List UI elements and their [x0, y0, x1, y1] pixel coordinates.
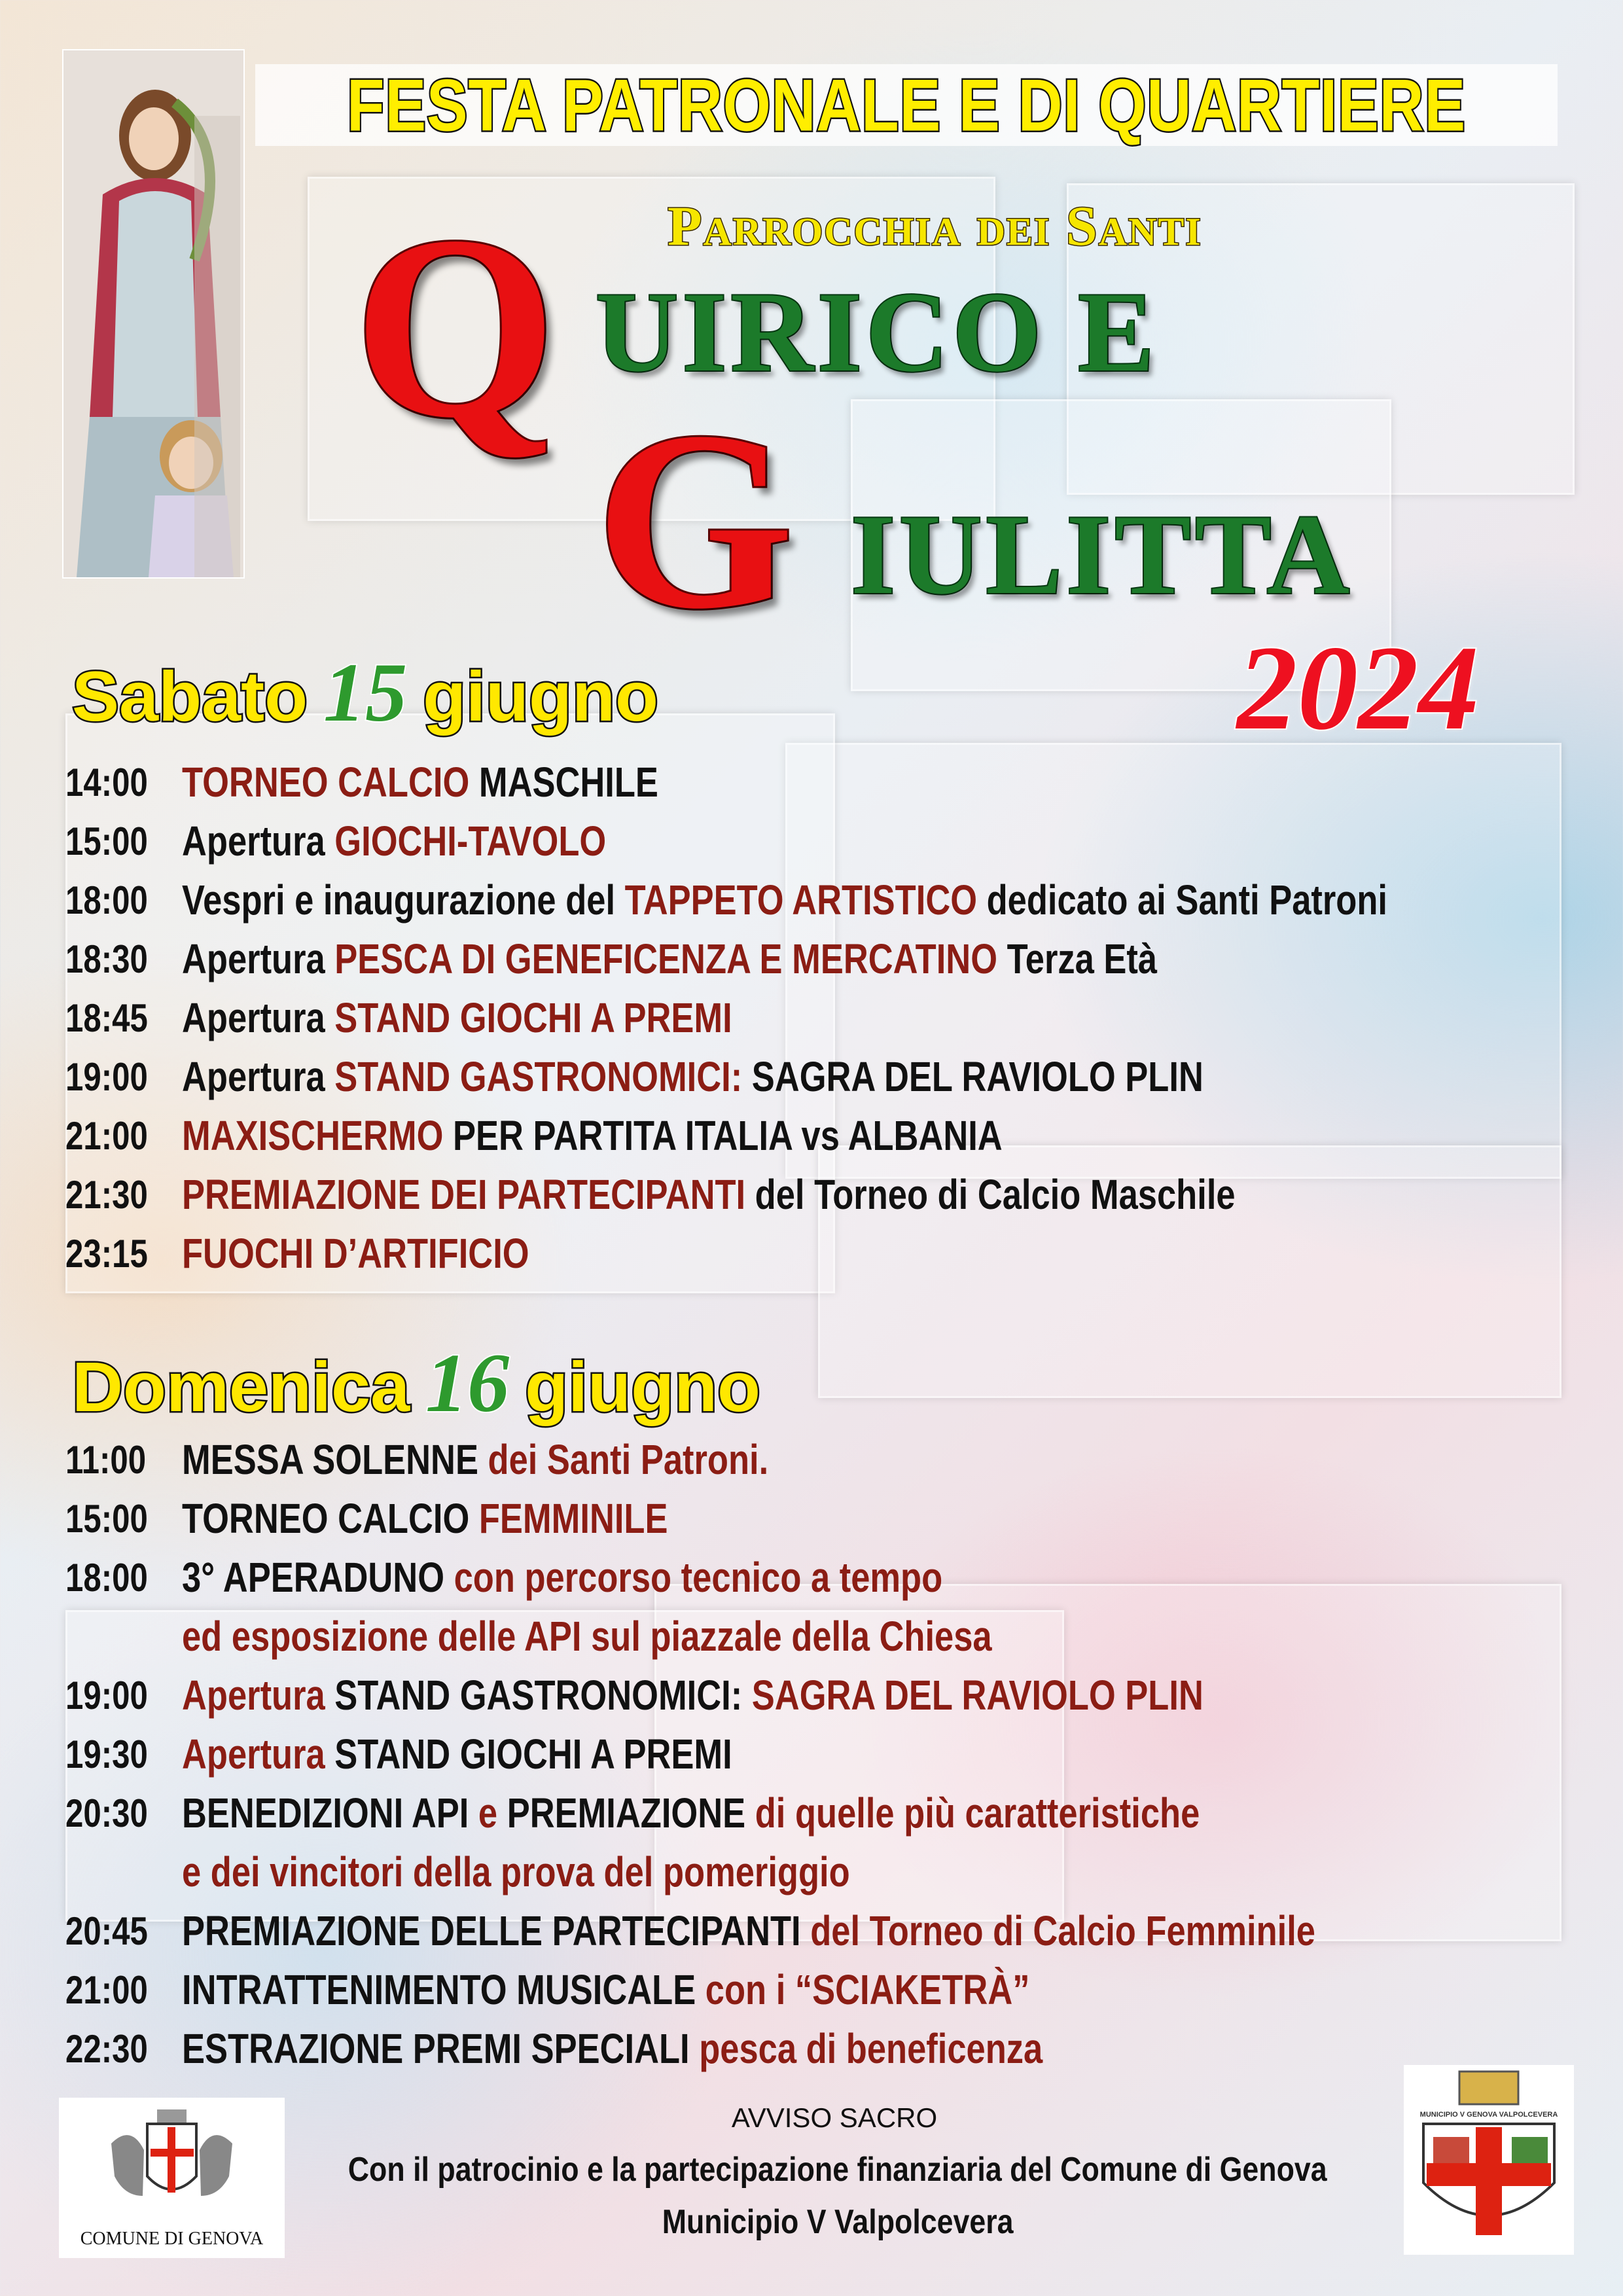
festival-banner: [255, 64, 1558, 146]
patronage-note: [0, 2150, 1623, 2189]
event-text-segment: PREMIAZIONE DELLE PARTECIPANTI: [182, 1907, 801, 1954]
event-time: [65, 760, 182, 805]
event-time-text: 15:00: [65, 1496, 148, 1541]
event-time-text: 18:30: [65, 937, 148, 981]
event-text-segment: del Torneo di Calcio Maschile: [745, 1171, 1236, 1218]
schedule-row: [65, 1165, 1623, 1224]
event-text-segment: con i “SCIAKETRÀ”: [696, 1966, 1030, 2013]
event-time: [65, 1673, 182, 1718]
municipio-v-logo: [1404, 2065, 1574, 2255]
month-name: giugno: [525, 1347, 761, 1426]
schedule-row: [65, 812, 1623, 870]
event-text-segment: GIOCHI-TAVOLO: [334, 817, 607, 865]
event-time: [65, 996, 182, 1041]
event-year: 2024: [1237, 621, 1479, 755]
event-time: [65, 1732, 182, 1777]
event-text-segment: TORNEO CALCIO: [182, 759, 470, 806]
event-time-text: 15:00: [65, 819, 148, 863]
schedule-row: [65, 1960, 1564, 2019]
event-text-segment: Vespri e inaugurazione del: [182, 876, 625, 924]
event-description: [182, 876, 1387, 924]
schedule-row: [65, 1607, 1564, 1666]
schedule-row: [65, 2019, 1564, 2078]
event-description: [182, 1111, 1003, 1160]
event-text-segment: del Torneo di Calcio Femminile: [800, 1907, 1315, 1954]
event-description: [182, 1965, 1029, 2014]
comune-logo-caption: COMUNE DI GENOVA: [80, 2229, 264, 2249]
event-description: [182, 1671, 1204, 1719]
event-time-text: 18:45: [65, 996, 148, 1040]
municipio-logo-caption: MUNICIPIO V GENOVA VALPOLCEVERA: [1419, 2111, 1558, 2119]
schedule-row: [65, 753, 1623, 812]
event-time: [65, 1791, 182, 1836]
event-time: [65, 1113, 182, 1158]
event-text-segment: di quelle più caratteristiche: [745, 1789, 1200, 1837]
event-text-segment: STAND GASTRONOMICI:: [334, 1053, 743, 1100]
event-time: [65, 1967, 182, 2013]
event-text-segment: STAND GIOCHI A PREMI: [334, 1731, 732, 1778]
event-text-segment: TORNEO CALCIO: [182, 1495, 470, 1542]
event-text-segment: PREMIAZIONE DEI PARTECIPANTI: [182, 1171, 746, 1218]
event-text-segment: ESTRAZIONE PREMI SPECIALI: [182, 2025, 690, 2072]
event-text-segment: FEMMINILE: [469, 1495, 668, 1542]
saturday-schedule: [65, 753, 1623, 1283]
event-time-text: 19:00: [65, 1054, 148, 1099]
schedule-row: [65, 1725, 1564, 1784]
schedule-row: [65, 870, 1623, 929]
event-description: [182, 817, 606, 865]
event-time: [65, 937, 182, 982]
event-text-segment: e: [469, 1789, 507, 1837]
event-text-segment: TAPPETO ARTISTICO: [624, 876, 978, 924]
event-text-segment: STAND GIOCHI A PREMI: [334, 994, 732, 1041]
event-text-segment: FUOCHI D’ARTIFICIO: [182, 1230, 529, 1277]
event-text-segment: MAXISCHERMO: [182, 1112, 444, 1159]
event-time-text: 14:00: [65, 760, 148, 804]
schedule-row: [65, 1784, 1564, 1842]
event-time-text: 18:00: [65, 878, 148, 922]
title-quirico-e: UIRICO E: [596, 268, 1158, 395]
event-text-segment: INTRATTENIMENTO MUSICALE: [182, 1966, 696, 2013]
event-description: [182, 1730, 732, 1778]
event-time: [65, 1172, 182, 1217]
title-giulitta: IULITTA: [851, 491, 1354, 618]
banner-title: FESTA PATRONALE E DI QUARTIERE: [347, 64, 1466, 146]
event-time-text: 18:00: [65, 1555, 148, 1600]
event-time: [65, 819, 182, 864]
event-description: [182, 1170, 1236, 1219]
avviso-sacro: AVVISO SACRO: [731, 2102, 938, 2133]
event-description: [182, 1612, 992, 1660]
day-name: Sabato: [72, 656, 308, 736]
event-text-segment: Terza Età: [997, 935, 1158, 982]
municipio-shield-icon: [1404, 2065, 1574, 2255]
event-text-segment: STAND GASTRONOMICI:: [334, 1672, 743, 1719]
event-description: [182, 1848, 850, 1896]
schedule-row: [65, 929, 1623, 988]
event-description: [182, 1435, 768, 1484]
event-time: [65, 2026, 182, 2072]
month-name: giugno: [423, 656, 658, 736]
event-text-segment: SAGRA DEL RAVIOLO PLIN: [742, 1672, 1204, 1719]
schedule-row: [65, 1666, 1564, 1725]
event-time: [65, 1555, 182, 1600]
event-time-text: 21:00: [65, 1113, 148, 1158]
event-text-segment: SAGRA DEL RAVIOLO PLIN: [742, 1053, 1204, 1100]
event-text-segment: Apertura: [182, 1053, 335, 1100]
event-time-text: 20:45: [65, 1909, 148, 1953]
event-description: [182, 1553, 942, 1602]
day-name: Domenica: [72, 1347, 410, 1426]
patronage-text: Con il patrocinio e la partecipazione finanziaria del Comune di Genova: [348, 2151, 1327, 2189]
event-text-segment: Apertura: [182, 994, 335, 1041]
event-time: [65, 878, 182, 923]
sunday-schedule: [65, 1430, 1564, 2078]
event-time-text: 21:00: [65, 1967, 148, 2012]
schedule-row: [65, 1224, 1623, 1283]
title-initial-q: Q: [353, 182, 558, 472]
event-text-segment: MESSA SOLENNE: [182, 1436, 478, 1483]
event-text-segment: PER PARTITA ITALIA vs ALBANIA: [443, 1112, 1003, 1159]
schedule-row: [65, 1901, 1564, 1960]
schedule-row: [65, 1430, 1564, 1489]
schedule-row: [65, 1489, 1564, 1548]
statue-illustration: [63, 50, 243, 577]
event-time-text: 22:30: [65, 2026, 148, 2071]
municipio-text: Municipio V Valpolcevera: [662, 2203, 1014, 2241]
event-text-segment: MASCHILE: [469, 759, 658, 806]
event-text-segment: Apertura: [182, 1731, 335, 1778]
event-time: [65, 1437, 182, 1482]
event-text-segment: con percorso tecnico a tempo: [444, 1554, 943, 1601]
saturday-heading: [72, 645, 658, 741]
event-description: [182, 758, 658, 806]
schedule-row: [65, 1842, 1564, 1901]
event-text-segment: ed esposizione delle API sul piazzale della Chiesa: [182, 1613, 992, 1660]
event-time-text: 19:30: [65, 1732, 148, 1776]
event-description: [182, 1052, 1204, 1101]
event-text-segment: Apertura: [182, 817, 335, 865]
event-time: [65, 1231, 182, 1276]
schedule-row: [65, 1047, 1623, 1106]
event-text-segment: PESCA DI GENEFICENZA E MERCATINO: [334, 935, 998, 982]
event-description: [182, 1907, 1315, 1955]
event-text-segment: BENEDIZIONI API: [182, 1789, 469, 1837]
event-text-segment: dei Santi Patroni.: [478, 1436, 769, 1483]
parish-label: Parrocchia dei Santi: [668, 194, 1202, 257]
title-initial-g: G: [596, 379, 794, 662]
event-description: [182, 1229, 529, 1278]
schedule-row: [65, 988, 1623, 1047]
event-time: [65, 1496, 182, 1541]
event-text-segment: pesca di beneficenza: [689, 2025, 1043, 2072]
event-description: [182, 935, 1157, 983]
event-text-segment: Apertura: [182, 935, 335, 982]
schedule-row: [65, 1548, 1564, 1607]
event-text-segment: dedicato ai Santi Patroni: [977, 876, 1388, 924]
day-number: 15: [323, 646, 408, 739]
event-description: [182, 2024, 1043, 2073]
event-description: [182, 1789, 1200, 1837]
event-text-segment: PREMIAZIONE: [507, 1789, 746, 1837]
sunday-heading: [72, 1335, 760, 1431]
event-text-segment: e dei vincitori della prova del pomeriggio: [182, 1848, 850, 1895]
event-time-text: 21:30: [65, 1172, 148, 1217]
event-time-text: 20:30: [65, 1791, 148, 1835]
event-time-text: 19:00: [65, 1673, 148, 1717]
municipio-note: [0, 2202, 1623, 2242]
event-time-text: 11:00: [65, 1437, 147, 1482]
event-description: [182, 994, 732, 1042]
saints-statue-image: [62, 49, 245, 579]
event-time: [65, 1054, 182, 1100]
event-description: [182, 1494, 668, 1543]
day-number: 16: [425, 1336, 510, 1429]
event-time-text: 23:15: [65, 1231, 148, 1276]
event-time: [65, 1909, 182, 1954]
event-text-segment: 3° APERADUNO: [182, 1554, 445, 1601]
schedule-row: [65, 1106, 1623, 1165]
event-text-segment: Apertura: [182, 1672, 335, 1719]
